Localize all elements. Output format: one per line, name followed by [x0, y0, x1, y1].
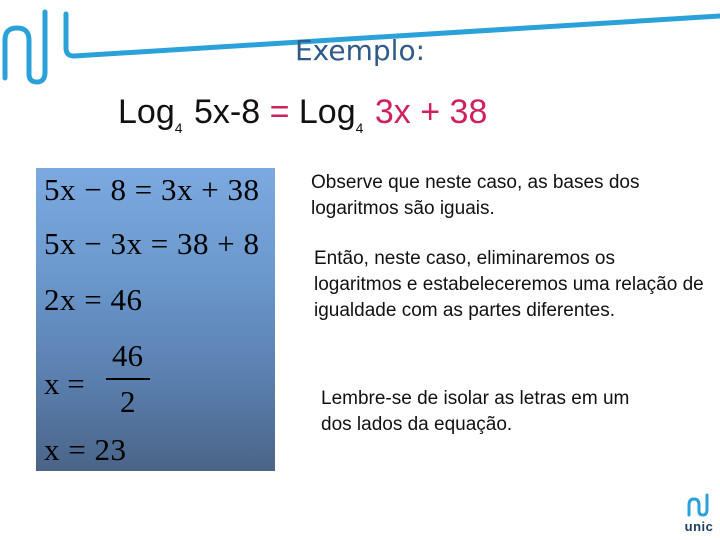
log-left: Log [118, 93, 175, 131]
log-right: Log [298, 93, 356, 131]
fraction-denominator: 2 [120, 384, 136, 419]
step-5: x = 23 [44, 432, 127, 467]
brand-logo-icon [677, 493, 720, 519]
brand-logo [677, 493, 720, 539]
equals-sign: = [269, 93, 290, 131]
step-4-fraction [44, 338, 264, 424]
log-base-left: 4 [174, 120, 183, 136]
note-bases-equal: Observe que neste caso, as bases dos logaritmos são iguais. [311, 172, 640, 219]
log-argument-left: 5x-8 [193, 93, 261, 131]
log-argument-right: 3x + 38 [374, 93, 488, 131]
fraction-bar [106, 378, 150, 380]
solution-steps-box [36, 168, 275, 471]
log-base-right: 4 [355, 120, 364, 136]
step-2: 5x − 3x = 38 + 8 [44, 226, 260, 261]
logarithmic-equation [118, 92, 487, 138]
brand-wordmark: unic [684, 519, 714, 534]
step-3: 2x = 46 [44, 282, 143, 317]
fraction-numerator: 46 [112, 338, 143, 373]
step-1: 5x − 8 = 3x + 38 [44, 172, 260, 207]
fraction-lhs: x = [44, 366, 85, 401]
note-eliminate-logs: Então, neste caso, eliminaremos os logaritmos e estabeleceremos uma relação de igualdade com as partes diferentes. [314, 248, 704, 321]
slide-title: Exemplo: [294, 34, 426, 67]
note-isolate-letters: Lembre-se de isolar as letras em um dos lados da equação. [321, 388, 630, 435]
